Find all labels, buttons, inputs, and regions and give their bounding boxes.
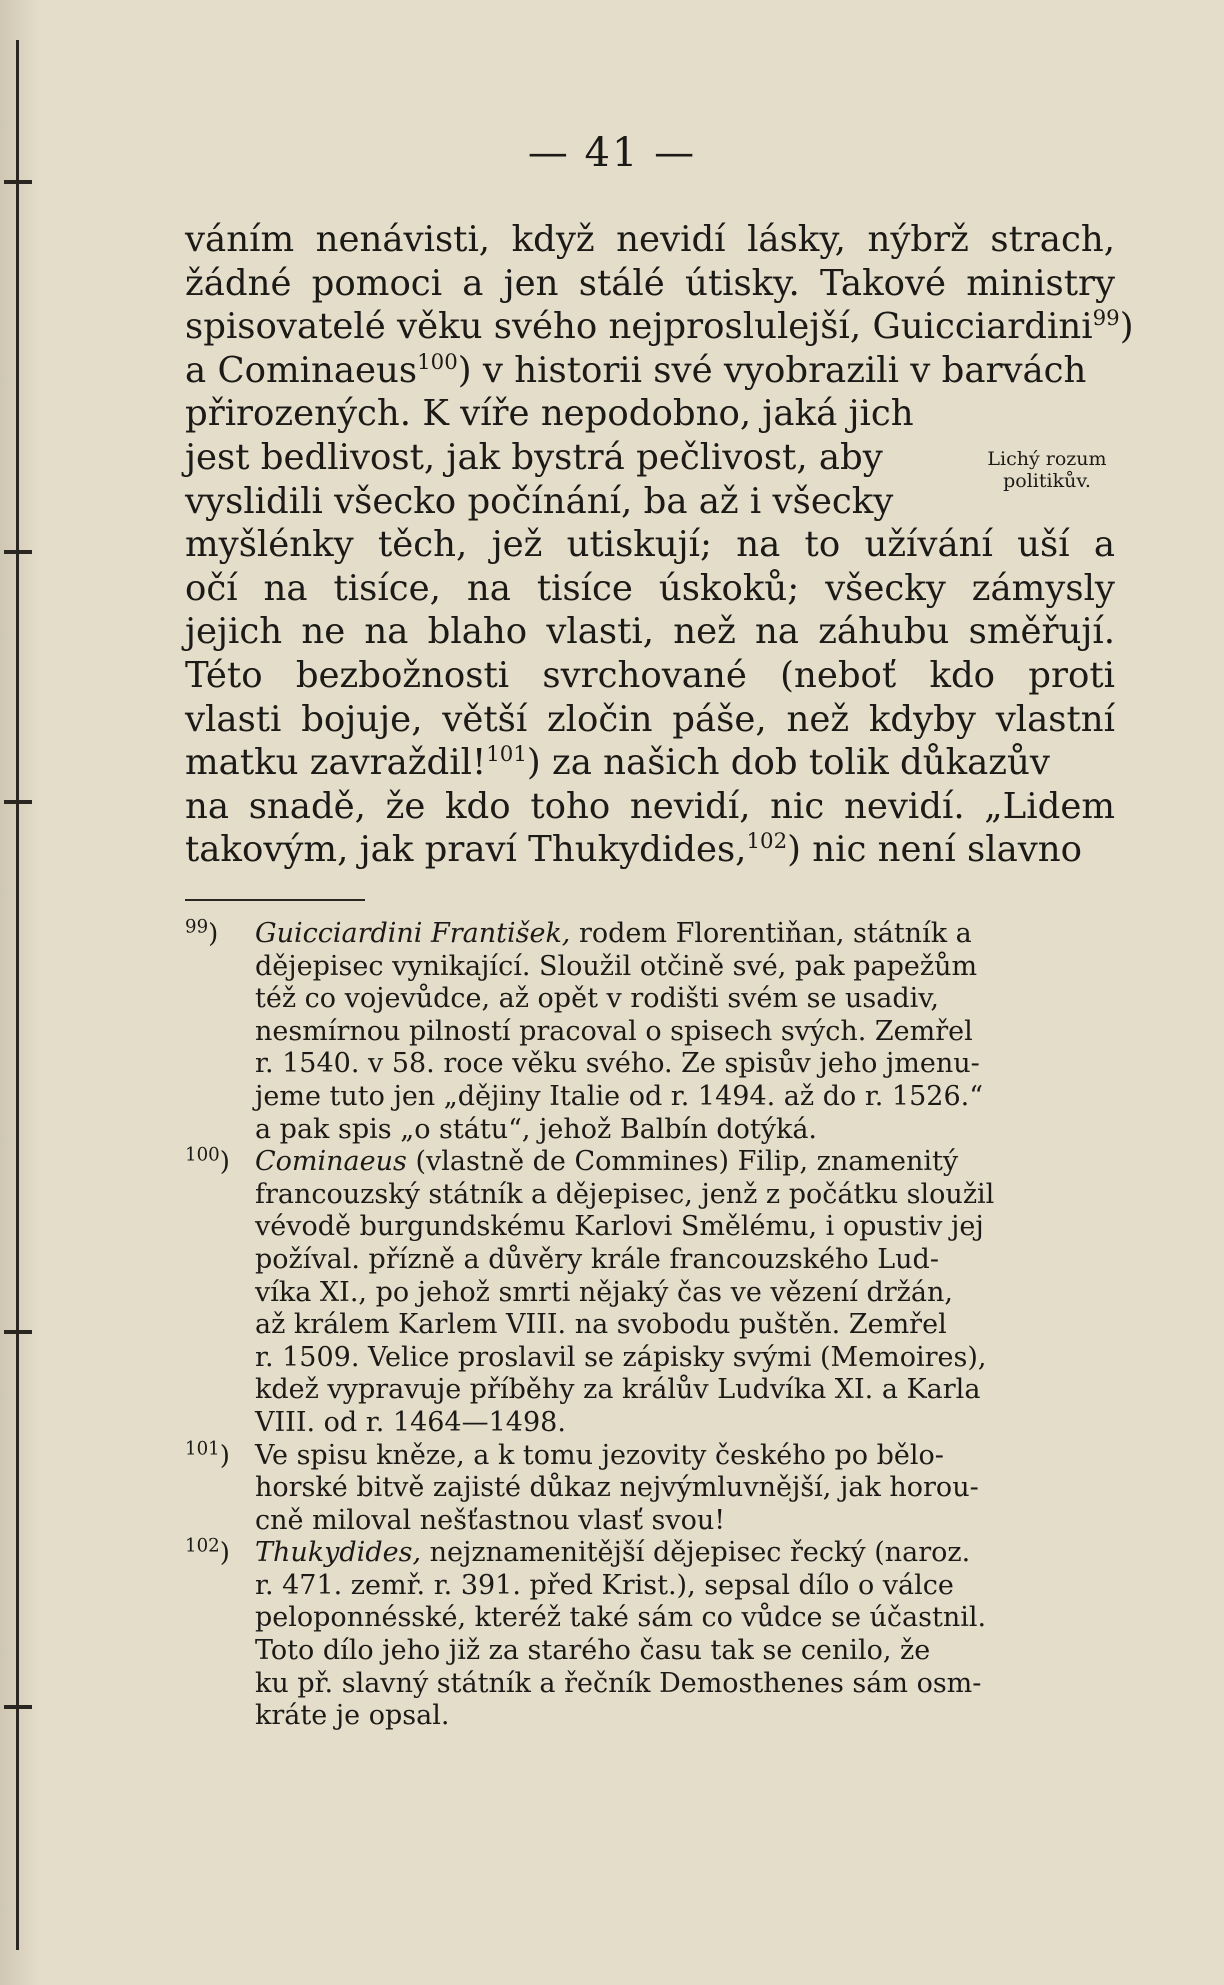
footnote-ref: 99: [1092, 306, 1120, 332]
footnote-line: horské bitvě zajisté důkaz nejvýmluvnější, jak horou-: [255, 1472, 979, 1504]
footnote-mark: $^{102}$): [185, 1535, 230, 1569]
footnote-ref: 101: [486, 742, 527, 768]
text-line: matku zavraždil!$^{101}$) za našich dob tolik důkazův: [185, 742, 1050, 784]
text-line: na snadě, že kdo toho nevidí, nic nevidí. „Lidem: [185, 785, 1115, 827]
footnotes: [185, 918, 1115, 1733]
footnote-99: [185, 918, 1115, 1146]
binding-thread: [4, 180, 32, 184]
footnote-line: Guicciardini František, rodem Florentiňan, státník a: [255, 918, 972, 949]
footnote-line: ku př. slavný státník a řečník Demosthenes sám osm-: [255, 1667, 982, 1699]
binding-line: [16, 40, 19, 1950]
footnote-divider: [185, 899, 365, 901]
footnote-line: Cominaeus (vlastně de Commines) Filip, znamenitý: [255, 1146, 959, 1178]
footnote-mark: $^{101}$): [185, 1437, 230, 1471]
footnote-line: jeme tuto jen „dějiny Italie od r. 1494. až do r. 1526.“: [255, 1080, 984, 1112]
text-line: jest bedlivost, jak bystrá pečlivost, aby: [185, 436, 883, 478]
footnote-line: dějepisec vynikající. Sloužil otčině své, pak papežům: [255, 950, 978, 982]
footnote-ref: 102: [746, 829, 788, 855]
margin-note-line: Lichý rozum: [987, 448, 1107, 470]
footnote-line: Ve spisu kněze, a k tomu jezovity českého po bělo-: [255, 1439, 944, 1471]
footnote-line: Thukydides, nejznamenitější dějepisec řecký (naroz.: [255, 1537, 971, 1569]
binding-thread: [4, 1705, 32, 1709]
footnote-name: Cominaeus: [255, 1146, 407, 1178]
footnote-line: cně miloval nešťastnou vlasť svou!: [255, 1504, 726, 1536]
footnote-line: a pak spis „o státu“, jehož Balbín dotýká.: [255, 1113, 818, 1145]
margin-note: [962, 448, 1132, 492]
text-line: jejich ne na blaho vlasti, než na záhubu směřují.: [185, 611, 1115, 653]
footnote-name: Guicciardini František,: [255, 918, 571, 949]
footnote-line: r. 1509. Velice proslavil se zápisky svými (Memoires),: [255, 1341, 987, 1373]
footnote-102: [185, 1537, 1115, 1733]
footnote-line: vévodě burgundskému Karlovi Smělému, i opustiv jej: [255, 1211, 984, 1243]
page-number: — 41 —: [527, 130, 697, 176]
text-line: váním nenávisti, když nevidí lásky, nýbrž strach,: [185, 219, 1115, 260]
text-line: očí na tisíce, na tisíce úskoků; všecky zámysly: [185, 567, 1115, 609]
footnote-name: Thukydides,: [255, 1537, 422, 1569]
footnote-mark: $^{99}$): [185, 916, 219, 949]
footnote-ref: 100: [417, 349, 458, 375]
footnote-line: kdež vypravuje příběhy za králův Ludvíka XI. a Karla: [255, 1374, 981, 1406]
footnote-100: [185, 1146, 1115, 1439]
footnote-line: až králem Karlem VIII. na svobodu puštěn. Zemřel: [255, 1309, 947, 1341]
footnote-line: též co vojevůdce, až opět v rodišti svém se usadiv,: [255, 983, 939, 1015]
footnote-line: kráte je opsal.: [255, 1700, 450, 1732]
footnote-line: r. 471. zemř. r. 391. před Krist.), sepsal dílo o válce: [255, 1569, 954, 1601]
book-spine: [0, 0, 40, 1985]
text-line: žádné pomoci a jen stálé útisky. Takové ministry: [185, 262, 1115, 304]
margin-note-line: politikův.: [1003, 470, 1091, 492]
text-line: a Cominaeus$^{100}$) v historii své vyobrazili v barvách: [185, 349, 1087, 391]
text-line: Této bezbožnosti svrchované (neboť kdo proti: [185, 654, 1115, 696]
text-line: spisovatelé věku svého nejproslulejší, Guicciardini$^{99}$): [185, 306, 1134, 348]
text-line: myšlénky těch, jež utiskují; na to užívání uší a: [185, 524, 1115, 566]
footnote-line: požíval. přízně a důvěry krále francouzského Lud-: [255, 1243, 939, 1275]
text-line: přirozených. K víře nepodobno, jaká jich: [185, 393, 914, 435]
footnote-line: Toto dílo jeho již za starého času tak se cenilo, že: [255, 1635, 931, 1667]
text-line: takovým, jak praví Thukydides,$^{102}$) nic není slavno: [185, 829, 1083, 871]
footnote-line: víka XI., po jehož smrti nějaký čas ve vězení držán,: [255, 1276, 953, 1308]
footnote-mark: $^{100}$): [185, 1144, 230, 1178]
footnote-line: VIII. od r. 1464—1498.: [255, 1406, 566, 1438]
main-text: [185, 218, 1134, 872]
footnote-line: r. 1540. v 58. roce věku svého. Ze spisův jeho jmenu-: [255, 1048, 980, 1080]
text-line: vyslidili všecko počínání, ba až i všecky: [185, 480, 894, 522]
binding-thread: [4, 800, 32, 804]
text-line: vlasti bojuje, větší zločin páše, než kdyby vlastní: [185, 698, 1115, 740]
footnote-line: nesmírnou pilností pracoval o spisech svých. Zemřel: [255, 1015, 973, 1047]
footnote-line: peloponnésské, kteréž také sám co vůdce se účastnil.: [255, 1602, 987, 1634]
binding-thread: [4, 550, 32, 554]
footnote-line: francouzský státník a dějepisec, jenž z počátku sloužil: [255, 1178, 995, 1210]
binding-thread: [4, 1330, 32, 1334]
footnote-101: [185, 1437, 1115, 1538]
